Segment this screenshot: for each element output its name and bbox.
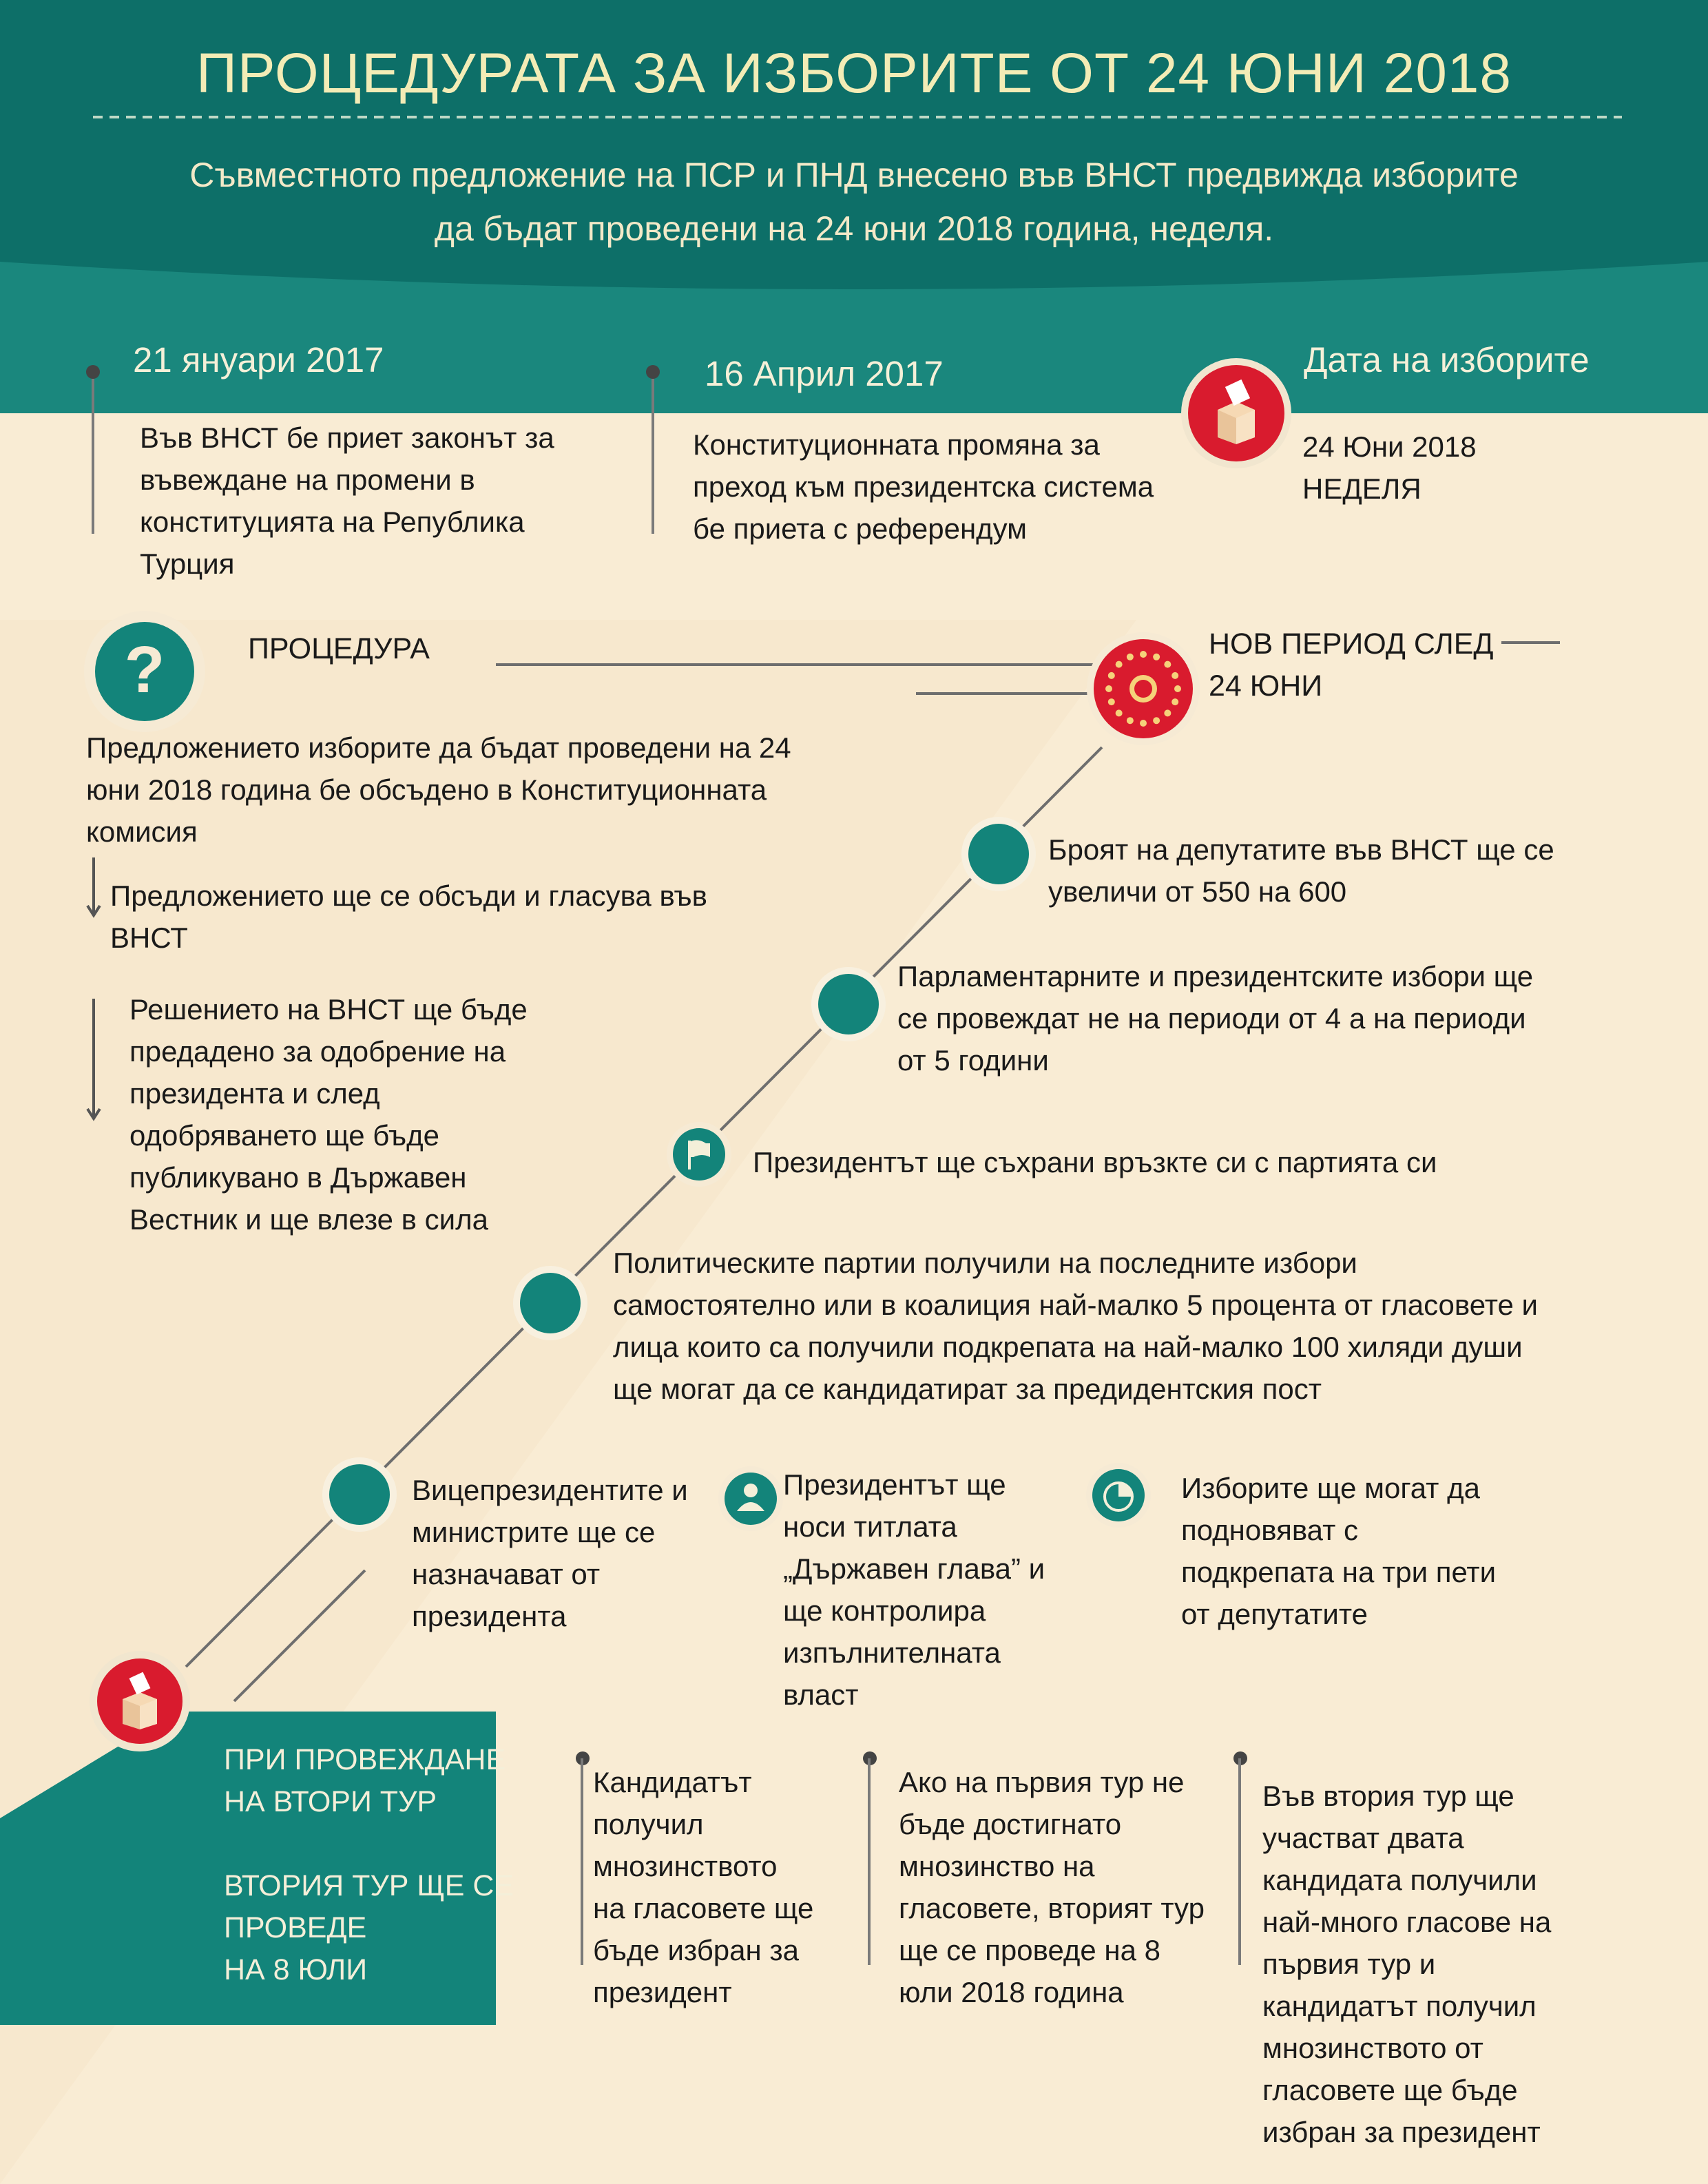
timeline-pin — [646, 365, 660, 379]
text-line: ще контролира — [783, 1594, 986, 1627]
text-line: ще се проведе на 8 — [899, 1934, 1160, 1966]
timeline-pin — [86, 365, 100, 379]
text-line: Вестник и ще влезе в сила — [129, 1203, 488, 1236]
text-line: ПРИ ПРОВЕЖДАНЕ — [224, 1743, 506, 1776]
text-line: бъде избран за — [593, 1934, 799, 1966]
text-line: 24 Юни 2018 — [1302, 430, 1477, 463]
timeline-text — [693, 424, 1154, 550]
seal-star — [1164, 661, 1171, 668]
timeline-line — [92, 372, 94, 534]
column-line — [868, 1758, 871, 1965]
bullet-dot — [520, 1273, 581, 1333]
second-round-column — [593, 1761, 813, 2013]
new-period-item — [897, 955, 1533, 1081]
arrow-down-icon — [85, 999, 102, 1123]
text-line: юни 2018 година бе обсъдено в Конституционната — [86, 773, 767, 806]
column-line — [581, 1758, 583, 1965]
text-line: „Държавен глава” и — [783, 1552, 1045, 1585]
seal-star — [1108, 698, 1115, 705]
svg-text:?: ? — [124, 633, 165, 707]
seal-star — [1153, 717, 1160, 724]
text-line: гласовете, вторият тур — [899, 1892, 1205, 1924]
text-line: юли 2018 година — [899, 1976, 1124, 2008]
seal-star — [1127, 654, 1134, 661]
text-line: президент — [593, 1976, 732, 2008]
text-line: Кандидатът — [593, 1766, 752, 1798]
text-line: въвеждане на промени в — [140, 464, 475, 496]
page-title: ПРОЦЕДУРАТА ЗА ИЗБОРИТЕ ОТ 24 ЮНИ 2018 — [196, 42, 1512, 105]
timeline-line — [652, 372, 654, 534]
new-period-item — [1048, 829, 1554, 913]
second-round-column — [899, 1761, 1205, 2013]
seal-star — [1116, 661, 1123, 668]
ballot-box-icon — [88, 1650, 191, 1753]
seal-star — [1140, 651, 1147, 658]
timeline-text — [1302, 426, 1477, 510]
text-line: лица които са получили подкрепата на най-малко 100 хиляди души — [613, 1331, 1523, 1363]
text-line: конституцията на Република — [140, 506, 525, 538]
text-line: подкрепата на три пети — [1181, 1556, 1497, 1588]
text-line: Във втория тур ще — [1262, 1780, 1514, 1812]
arrow-down-icon — [85, 857, 102, 919]
presidential-seal-icon — [1085, 630, 1202, 747]
text-line: 24 ЮНИ — [1209, 669, 1323, 703]
text-line: Парламентарните и президентските избори ще — [897, 960, 1534, 992]
text-line: най-много гласове на — [1262, 1906, 1552, 1938]
flag-icon — [666, 1121, 732, 1187]
text-line: Решението на ВНСТ ще бъде — [129, 993, 528, 1026]
text-line: НА 8 ЮЛИ — [224, 1953, 368, 1986]
text-line: се провеждат не на периоди от 4 а на периоди — [897, 1002, 1526, 1034]
text-line: Президентът ще — [783, 1468, 1006, 1501]
seal-star — [1171, 672, 1178, 679]
text-line: кандидата получили — [1262, 1864, 1537, 1896]
text-line: мнозинството от — [1262, 2032, 1483, 2064]
text-line: бе приета с референдум — [693, 512, 1028, 545]
bullet-dot — [968, 824, 1029, 884]
text-line: първия тур и — [1262, 1948, 1436, 1980]
new-period-heading — [1209, 623, 1494, 707]
text-line: кандидатът получил — [1262, 1990, 1537, 2022]
procedure-step — [110, 875, 707, 959]
text-line: НЕДЕЛЯ — [1302, 472, 1421, 505]
second-round-box — [224, 1739, 514, 1991]
procedure-intro — [86, 727, 791, 853]
seal-star — [1116, 709, 1123, 716]
text-line: мнозинството — [593, 1850, 778, 1882]
text-line: увеличи от 550 на 600 — [1048, 875, 1347, 908]
new-period-row-item — [783, 1464, 1045, 1716]
text-line: президента — [412, 1600, 567, 1632]
text-line: власт — [783, 1678, 859, 1711]
text-line: преход към президентска система — [693, 470, 1154, 503]
subtitle-line: Съвместното предложение на ПСР и ПНД внесено във ВНСТ предвижда изборите — [189, 156, 1519, 194]
bullet-dot — [818, 974, 879, 1034]
seal-star — [1153, 654, 1160, 661]
text-line: на гласовете ще — [593, 1892, 814, 1924]
new-period-row-item — [1181, 1467, 1496, 1635]
text-line: министрите ще се — [412, 1516, 656, 1548]
timeline-date: 21 януари 2017 — [133, 340, 384, 379]
ballot-box-icon — [1178, 355, 1295, 472]
text-line: ВТОРИЯ ТУР ЩЕ СЕ — [224, 1869, 514, 1902]
person-icon — [718, 1466, 784, 1532]
text-line: одобряването ще бъде — [129, 1119, 440, 1152]
text-line: гласовете ще бъде — [1262, 2074, 1518, 2106]
text-line: избран за президент — [1262, 2116, 1541, 2148]
seal-star — [1108, 672, 1115, 679]
text-line: Политическите партии получили на последните избори — [613, 1247, 1357, 1279]
text-line: мнозинство на — [899, 1850, 1095, 1882]
text-line: бъде достигнато — [899, 1808, 1122, 1840]
text-line: назначават от — [412, 1558, 601, 1590]
timeline-date: Дата на изборите — [1304, 340, 1590, 379]
text-line: Президентът ще съхрани връзкте си с партията си — [753, 1146, 1437, 1178]
new-period-item — [613, 1242, 1538, 1410]
seal-star — [1127, 717, 1134, 724]
text-line: носи титлата — [783, 1510, 957, 1543]
column-line — [1238, 1758, 1241, 1965]
seal-star — [1105, 685, 1112, 692]
text-line: участват двата — [1262, 1822, 1464, 1854]
timeline-date: 16 Април 2017 — [705, 354, 944, 393]
timeline-text — [140, 417, 554, 585]
subtitle-line: да бъдат проведени на 24 юни 2018 година, неделя. — [434, 209, 1274, 248]
spacer — [224, 1823, 514, 1865]
bullet-dot — [329, 1464, 390, 1525]
text-line: от депутатите — [1181, 1598, 1368, 1630]
text-line: комисия — [86, 815, 198, 848]
text-line: Предложението изборите да бъдат проведени на 24 — [86, 731, 791, 764]
procedure-step — [129, 988, 528, 1240]
question-mark-icon — [79, 606, 210, 737]
text-line: самостоятелно или в коалиция най-малко 5 процента от гласовете и — [613, 1289, 1538, 1321]
text-line: НА ВТОРИ ТУР — [224, 1785, 437, 1818]
text-line: получил — [593, 1808, 704, 1840]
text-line: ще могат да се кандидатират за предидентския пост — [613, 1373, 1322, 1405]
text-line: Конституционната промяна за — [693, 428, 1100, 461]
text-line: от 5 години — [897, 1044, 1049, 1077]
text-line: Вицепрезидентите и — [412, 1474, 688, 1506]
text-line: Ако на първия тур не — [899, 1766, 1185, 1798]
text-line: НОВ ПЕРИОД СЛЕД — [1209, 627, 1494, 661]
text-line: ПРОВЕДЕ — [224, 1911, 367, 1944]
seal-star — [1171, 698, 1178, 705]
text-line: президента и след — [129, 1077, 380, 1110]
seal-star — [1140, 720, 1147, 727]
text-line: ВНСТ — [110, 922, 188, 954]
text-line: Изборите ще могат да — [1181, 1472, 1480, 1504]
seal-star — [1164, 709, 1171, 716]
text-line: Предложението ще се обсъди и гласува във — [110, 880, 707, 912]
page-subtitle — [96, 148, 1612, 256]
new-period-row-item — [412, 1469, 688, 1637]
text-line: изпълнителната — [783, 1636, 1001, 1669]
text-line: Броят на депутатите във ВНСТ ще се — [1048, 833, 1554, 866]
text-line: Във ВНСТ бе приет законът за — [140, 422, 554, 454]
text-line: подновяват с — [1181, 1514, 1359, 1546]
new-period-item — [753, 1141, 1437, 1183]
text-line: Турция — [140, 548, 235, 580]
procedure-heading: ПРОЦЕДУРА — [248, 632, 430, 665]
text-line: предадено за одобрение на — [129, 1035, 506, 1068]
second-round-column — [1262, 1775, 1551, 2153]
text-line: публикувано в Държавен — [129, 1161, 467, 1194]
pie-chart-icon — [1085, 1462, 1152, 1528]
seal-star — [1174, 685, 1181, 692]
